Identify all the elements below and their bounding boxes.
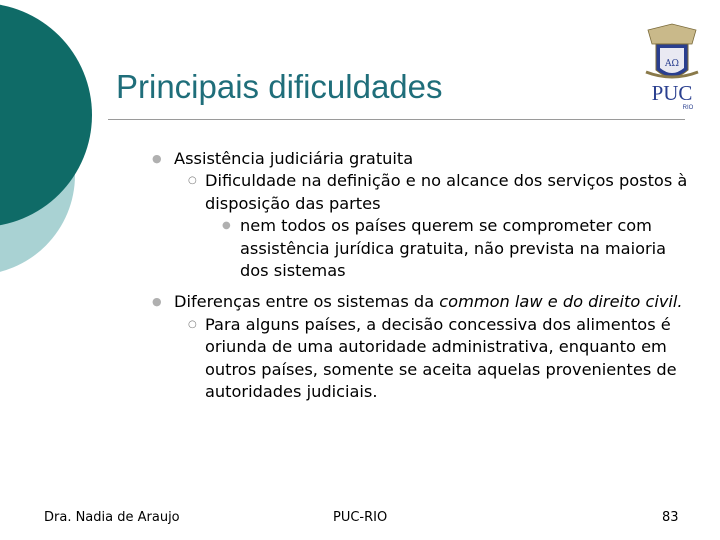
title-divider [108,119,685,120]
bullet-text: nem todos os países querem se comprometer com assistência jurídica gratuita, não prevista na maioria dos sistemas [240,216,667,281]
footer-author: Dra. Nadia de Araujo [44,510,180,525]
sub-bullet-para-alguns [150,314,690,404]
hollow-circle-bullet-icon: ○ [188,318,197,330]
slide-body [150,148,690,403]
filled-circle-bullet-icon: ● [152,295,162,309]
svg-text:RIO: RIO [682,105,694,111]
decorative-teal-circles [0,0,110,300]
bullet-assistencia [150,148,690,170]
svg-text:AΩ: AΩ [665,59,679,69]
slide-title: Principais dificuldades [116,68,443,105]
hollow-circle-bullet-icon: ○ [188,175,197,187]
bullet-text: Dificuldade na definição e no alcance dos serviços postos à disposição das partes [205,171,688,213]
bullet-text: Diferenças entre os sistemas da [174,292,440,312]
page-number: 83 [662,510,679,525]
puc-rio-logo [642,22,702,112]
filled-circle-bullet-icon: ● [152,152,162,165]
bullet-text-italic: common law e do direito civil. [439,292,683,312]
svg-text:PUC: PUC [651,81,693,105]
sub-sub-bullet-nem-todos [150,215,690,282]
filled-circle-bullet-icon: ● [222,220,231,232]
bullet-text: Assistência judiciária gratuita [174,149,414,168]
footer-center: PUC-RIO [333,510,388,525]
sub-bullet-dificuldade [150,170,690,215]
bullet-diferencas [150,291,690,313]
bullet-text: Para alguns países, a decisão concessiva dos alimentos é oriunda de uma autoridade administrativa, enquanto em outros países, somente se aceita aquelas provenientes de autoridades judiciais. [205,314,677,402]
